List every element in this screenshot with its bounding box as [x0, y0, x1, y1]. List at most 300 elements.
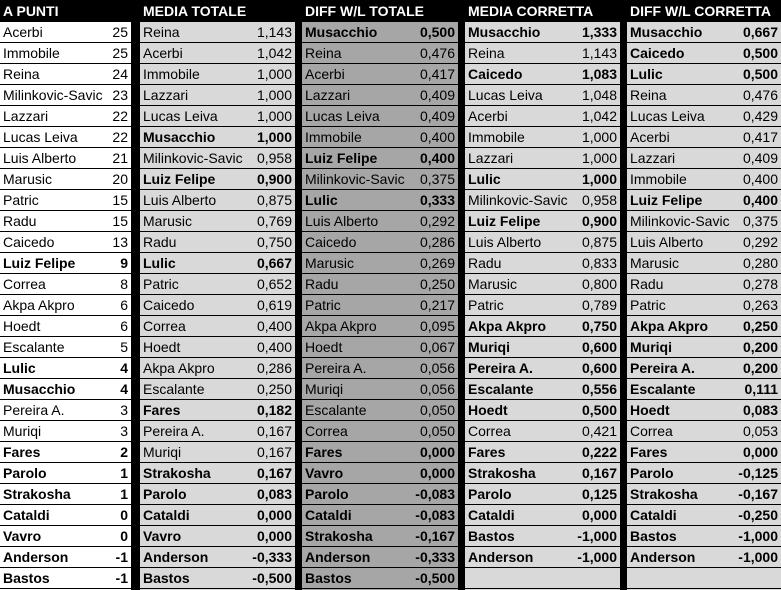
- table-row: [302, 169, 458, 190]
- player-value: 0,250: [742, 318, 778, 334]
- player-name: Lazzari: [468, 150, 514, 166]
- table-row: [627, 358, 781, 379]
- player-name: Luis Alberto: [3, 150, 77, 166]
- table-row: [302, 358, 458, 379]
- table-diff-wl-corretta: [627, 0, 781, 590]
- rows-diff-wl-corretta: [627, 22, 781, 590]
- player-name: Immobile: [305, 129, 362, 145]
- table-row: [140, 463, 295, 484]
- table-row: [0, 43, 131, 64]
- player-name: Musacchio: [143, 129, 216, 145]
- player-value: 0,619: [256, 297, 292, 313]
- table-row: [140, 85, 295, 106]
- table-row: [140, 64, 295, 85]
- player-value: -1,000: [577, 528, 617, 544]
- player-name: Patric: [630, 297, 666, 313]
- rows-diff-wl-totale: [302, 22, 458, 590]
- player-value: 0,958: [581, 192, 617, 208]
- table-row: [0, 442, 131, 463]
- table-row: [302, 484, 458, 505]
- player-name: Hoedt: [305, 339, 343, 355]
- player-value: -0,083: [415, 486, 455, 502]
- player-value: 0,500: [581, 402, 617, 418]
- player-value: 0,292: [742, 234, 778, 250]
- table-row: [465, 169, 620, 190]
- table-row: [140, 337, 295, 358]
- player-value: 8: [120, 276, 128, 292]
- player-name: Akpa Akpro: [468, 318, 547, 334]
- player-value: 1,000: [581, 171, 617, 187]
- player-name: Lucas Leiva: [305, 108, 380, 124]
- table-row: [302, 232, 458, 253]
- table-row: [465, 64, 620, 85]
- player-value: 0,417: [419, 66, 455, 82]
- player-value: 0,900: [256, 171, 292, 187]
- table-row: [465, 22, 620, 43]
- player-value: 1: [120, 465, 128, 481]
- player-name: Radu: [3, 213, 37, 229]
- player-value: 22: [112, 129, 128, 145]
- player-name: Luis Alberto: [468, 234, 542, 250]
- player-value: 0,667: [742, 24, 778, 40]
- player-name: Strakosha: [305, 528, 373, 544]
- player-name: Pereira A.: [468, 360, 533, 376]
- player-value: 23: [112, 87, 128, 103]
- player-value: 0,167: [256, 423, 292, 439]
- player-name: Caicedo: [305, 234, 357, 250]
- player-value: -0,500: [252, 570, 292, 586]
- table-row: [302, 106, 458, 127]
- table-row: [302, 547, 458, 568]
- player-name: Lulic: [3, 360, 36, 376]
- player-name: Marusic: [630, 255, 680, 271]
- player-name: Musacchio: [468, 24, 541, 40]
- player-value: 0,400: [419, 129, 455, 145]
- table-row: [465, 400, 620, 421]
- table-row: [140, 106, 295, 127]
- player-name: Milinkovic-Savic: [3, 87, 103, 103]
- player-value: -0,250: [738, 507, 778, 523]
- player-name: Escalante: [468, 381, 534, 397]
- player-name: Cataldi: [630, 507, 677, 523]
- player-name: Parolo: [468, 486, 512, 502]
- player-name: Patric: [468, 297, 504, 313]
- column-header-a-punti: A PUNTI: [0, 2, 131, 21]
- table-row: [465, 253, 620, 274]
- player-name: Akpa Akpro: [630, 318, 709, 334]
- player-name: Luis Alberto: [143, 192, 217, 208]
- table-row: [0, 190, 131, 211]
- player-value: -1,000: [577, 549, 617, 565]
- table-row: [627, 190, 781, 211]
- player-value: 0,875: [256, 192, 292, 208]
- player-value: 0,375: [419, 171, 455, 187]
- player-name: Muriqi: [3, 423, 42, 439]
- player-value: 0,050: [419, 402, 455, 418]
- table-row: [465, 379, 620, 400]
- table-row: [0, 232, 131, 253]
- column-header-media-totale: MEDIA TOTALE: [140, 2, 295, 21]
- player-value: 3: [120, 402, 128, 418]
- player-name: Anderson: [630, 549, 696, 565]
- table-row: [465, 274, 620, 295]
- player-value: 2: [120, 444, 128, 460]
- player-value: 0,769: [256, 213, 292, 229]
- column-header-media-corretta: MEDIA CORRETTA: [465, 2, 620, 21]
- player-value: 1,000: [256, 87, 292, 103]
- player-value: 0,789: [581, 297, 617, 313]
- player-value: 0,056: [419, 381, 455, 397]
- table-row: [627, 85, 781, 106]
- table-row: [627, 43, 781, 64]
- table-row: [0, 85, 131, 106]
- player-value: 24: [112, 66, 128, 82]
- player-value: 0,250: [256, 381, 292, 397]
- player-name: Marusic: [468, 276, 518, 292]
- player-name: Correa: [630, 423, 673, 439]
- player-value: 0,400: [419, 150, 455, 166]
- player-value: 0,900: [581, 213, 617, 229]
- player-name: Caicedo: [468, 66, 523, 82]
- rows-media-corretta: [465, 22, 620, 590]
- table-row: [140, 421, 295, 442]
- table-row: [0, 484, 131, 505]
- player-name: Strakosha: [630, 486, 698, 502]
- player-name: Marusic: [143, 213, 193, 229]
- table-row: [302, 400, 458, 421]
- player-name: Lulic: [468, 171, 501, 187]
- table-row: [302, 505, 458, 526]
- player-value: 1,000: [256, 66, 292, 82]
- player-value: 0,167: [256, 465, 292, 481]
- player-name: Immobile: [630, 171, 687, 187]
- player-value: 0,083: [256, 486, 292, 502]
- table-row: [627, 505, 781, 526]
- table-row: [465, 85, 620, 106]
- table-row: [0, 400, 131, 421]
- table-row: [465, 316, 620, 337]
- player-value: 0,500: [742, 45, 778, 61]
- player-name: Radu: [630, 276, 664, 292]
- player-value: 0,409: [742, 150, 778, 166]
- player-value: 0,067: [419, 339, 455, 355]
- player-value: -0,333: [252, 549, 292, 565]
- player-name: Muriqi: [143, 444, 182, 460]
- player-value: 25: [112, 24, 128, 40]
- table-row: [140, 379, 295, 400]
- player-value: 0,278: [742, 276, 778, 292]
- table-row: [627, 295, 781, 316]
- column-header-diff-wl-totale: DIFF W/L TOTALE: [302, 2, 458, 21]
- table-row: [302, 127, 458, 148]
- player-name: Hoedt: [468, 402, 508, 418]
- table-row: [465, 337, 620, 358]
- table-row: [627, 400, 781, 421]
- player-name: Musacchio: [3, 381, 76, 397]
- table-row: [302, 148, 458, 169]
- table-row: [627, 316, 781, 337]
- table-row: [140, 253, 295, 274]
- player-value: 1,042: [256, 45, 292, 61]
- player-value: 1,000: [581, 129, 617, 145]
- player-value: 6: [120, 318, 128, 334]
- player-value: 0,286: [256, 360, 292, 376]
- player-name: Fares: [3, 444, 41, 460]
- table-row: [627, 547, 781, 568]
- player-name: Lulic: [143, 255, 176, 271]
- player-name: Escalante: [305, 402, 367, 418]
- table-row: [627, 148, 781, 169]
- player-value: 0,167: [256, 444, 292, 460]
- player-name: Hoedt: [143, 339, 181, 355]
- player-name: Immobile: [468, 129, 525, 145]
- player-value: -1: [115, 570, 128, 586]
- table-row: [0, 463, 131, 484]
- table-row: [465, 421, 620, 442]
- player-value: -1,000: [738, 549, 778, 565]
- table-row: [302, 463, 458, 484]
- player-value: 1,042: [581, 108, 617, 124]
- player-value: 0,333: [419, 192, 455, 208]
- table-row: [302, 190, 458, 211]
- player-value: 3: [120, 423, 128, 439]
- player-name: Luis Alberto: [305, 213, 379, 229]
- table-row: [0, 379, 131, 400]
- player-name: Marusic: [3, 171, 53, 187]
- table-row: [140, 547, 295, 568]
- player-name: Parolo: [305, 486, 349, 502]
- table-row: [302, 337, 458, 358]
- player-name: Reina: [630, 87, 667, 103]
- table-row: [627, 337, 781, 358]
- player-name: Lazzari: [143, 87, 189, 103]
- player-name: Correa: [468, 423, 511, 439]
- table-row: [465, 442, 620, 463]
- player-name: Luiz Felipe: [305, 150, 378, 166]
- player-name: Radu: [305, 276, 339, 292]
- player-name: Caicedo: [143, 297, 195, 313]
- player-value: -0,333: [415, 549, 455, 565]
- player-name: Pereira A.: [630, 360, 695, 376]
- table-row: [0, 211, 131, 232]
- table-row: [140, 442, 295, 463]
- player-value: 0,000: [256, 528, 292, 544]
- player-value: 0,421: [581, 423, 617, 439]
- player-value: 0,476: [742, 87, 778, 103]
- player-value: 0,056: [419, 360, 455, 376]
- table-row: [465, 295, 620, 316]
- table-row: [302, 295, 458, 316]
- table-row: [465, 526, 620, 547]
- player-name: Milinkovic-Savic: [143, 150, 243, 166]
- player-value: 0,417: [742, 129, 778, 145]
- player-name: Pereira A.: [305, 360, 367, 376]
- table-row: [140, 43, 295, 64]
- player-value: 6: [120, 297, 128, 313]
- table-row: [627, 211, 781, 232]
- table-row: [140, 211, 295, 232]
- player-name: Akpa Akpro: [3, 297, 75, 313]
- table-row: [465, 211, 620, 232]
- player-name: Lucas Leiva: [143, 108, 218, 124]
- player-name: Akpa Akpro: [143, 360, 215, 376]
- player-name: Bastos: [630, 528, 677, 544]
- player-value: 0: [120, 528, 128, 544]
- column-header-diff-wl-corretta: DIFF W/L CORRETTA: [627, 2, 781, 21]
- player-value: 1,000: [581, 150, 617, 166]
- player-name: Vavro: [143, 528, 182, 544]
- player-value: 0,250: [419, 276, 455, 292]
- table-row: [0, 505, 131, 526]
- player-value: 1,143: [256, 24, 292, 40]
- player-name: Akpa Akpro: [305, 318, 377, 334]
- player-name: Bastos: [468, 528, 515, 544]
- player-name: Acerbi: [143, 45, 183, 61]
- table-row: [302, 274, 458, 295]
- table-row: [140, 568, 295, 589]
- table-row: [627, 253, 781, 274]
- player-name: Luiz Felipe: [468, 213, 541, 229]
- player-name: Anderson: [305, 549, 371, 565]
- player-name: Luiz Felipe: [143, 171, 216, 187]
- table-row: [627, 442, 781, 463]
- player-value: 0,000: [742, 444, 778, 460]
- player-name: Escalante: [143, 381, 205, 397]
- table-row: [302, 526, 458, 547]
- player-value: 0,125: [581, 486, 617, 502]
- table-row: [465, 127, 620, 148]
- player-value: 0,375: [742, 213, 778, 229]
- player-name: Strakosha: [3, 486, 71, 502]
- player-name: Caicedo: [3, 234, 55, 250]
- player-name: Anderson: [468, 549, 534, 565]
- table-row: [140, 22, 295, 43]
- player-name: Milinkovic-Savic: [305, 171, 405, 187]
- table-row: [302, 253, 458, 274]
- player-name: Hoedt: [3, 318, 41, 334]
- table-row: [627, 106, 781, 127]
- table-row: [140, 526, 295, 547]
- table-row: [627, 22, 781, 43]
- player-name: Muriqi: [468, 339, 510, 355]
- table-row: [140, 295, 295, 316]
- table-row: [0, 127, 131, 148]
- player-name: Parolo: [143, 486, 187, 502]
- player-value: 1,000: [256, 108, 292, 124]
- player-name: Lucas Leiva: [468, 87, 543, 103]
- table-row: [0, 295, 131, 316]
- player-name: Reina: [468, 45, 505, 61]
- player-value: 1: [120, 486, 128, 502]
- table-row: [465, 547, 620, 568]
- player-value: -0,167: [415, 528, 455, 544]
- table-media-corretta: [465, 0, 620, 590]
- player-value: 0,286: [419, 234, 455, 250]
- player-name: Bastos: [3, 570, 50, 586]
- player-name: Luiz Felipe: [630, 192, 703, 208]
- player-value: 0,000: [419, 444, 455, 460]
- player-value: 0,400: [742, 192, 778, 208]
- table-row: [302, 316, 458, 337]
- player-name: Patric: [305, 297, 341, 313]
- player-value: 0,263: [742, 297, 778, 313]
- table-row: [0, 22, 131, 43]
- table-row: [140, 484, 295, 505]
- empty-row: [465, 568, 620, 589]
- player-value: 0,217: [419, 297, 455, 313]
- table-row: [465, 463, 620, 484]
- table-row: [0, 64, 131, 85]
- player-value: 0,292: [419, 213, 455, 229]
- table-row: [627, 64, 781, 85]
- player-value: 1,333: [581, 24, 617, 40]
- player-value: 0,409: [419, 108, 455, 124]
- player-name: Strakosha: [143, 465, 211, 481]
- table-row: [302, 64, 458, 85]
- player-value: 0,222: [581, 444, 617, 460]
- player-value: 9: [120, 255, 128, 271]
- table-row: [0, 421, 131, 442]
- player-value: 0,280: [742, 255, 778, 271]
- player-value: 0,095: [419, 318, 455, 334]
- player-value: -0,167: [738, 486, 778, 502]
- player-name: Parolo: [630, 465, 674, 481]
- player-value: -0,500: [415, 570, 455, 586]
- table-row: [140, 505, 295, 526]
- table-row: [465, 505, 620, 526]
- player-name: Reina: [143, 24, 180, 40]
- table-row: [0, 358, 131, 379]
- player-value: 0,050: [419, 423, 455, 439]
- table-row: [627, 379, 781, 400]
- player-value: 0,400: [742, 171, 778, 187]
- table-row: [0, 316, 131, 337]
- table-row: [302, 568, 458, 589]
- player-name: Escalante: [3, 339, 65, 355]
- player-name: Reina: [305, 45, 342, 61]
- player-value: 0,167: [581, 465, 617, 481]
- table-row: [140, 190, 295, 211]
- table-row: [140, 400, 295, 421]
- player-name: Correa: [3, 276, 46, 292]
- table-row: [627, 463, 781, 484]
- player-name: Lazzari: [305, 87, 351, 103]
- table-row: [627, 274, 781, 295]
- player-name: Parolo: [3, 465, 47, 481]
- player-name: Escalante: [630, 381, 696, 397]
- table-row: [465, 190, 620, 211]
- player-name: Radu: [143, 234, 177, 250]
- player-name: Correa: [143, 318, 186, 334]
- player-name: Vavro: [305, 465, 344, 481]
- player-value: 0,652: [256, 276, 292, 292]
- table-row: [0, 253, 131, 274]
- table-row: [465, 43, 620, 64]
- player-name: Acerbi: [305, 66, 345, 82]
- player-value: 1,083: [581, 66, 617, 82]
- table-row: [0, 547, 131, 568]
- player-value: 0,409: [419, 87, 455, 103]
- player-value: 0,556: [581, 381, 617, 397]
- player-value: 0,269: [419, 255, 455, 271]
- player-name: Pereira A.: [143, 423, 205, 439]
- player-value: 0,875: [581, 234, 617, 250]
- player-value: 4: [120, 381, 128, 397]
- player-value: -1,000: [738, 528, 778, 544]
- player-value: 0,053: [742, 423, 778, 439]
- player-value: 0,429: [742, 108, 778, 124]
- table-row: [302, 421, 458, 442]
